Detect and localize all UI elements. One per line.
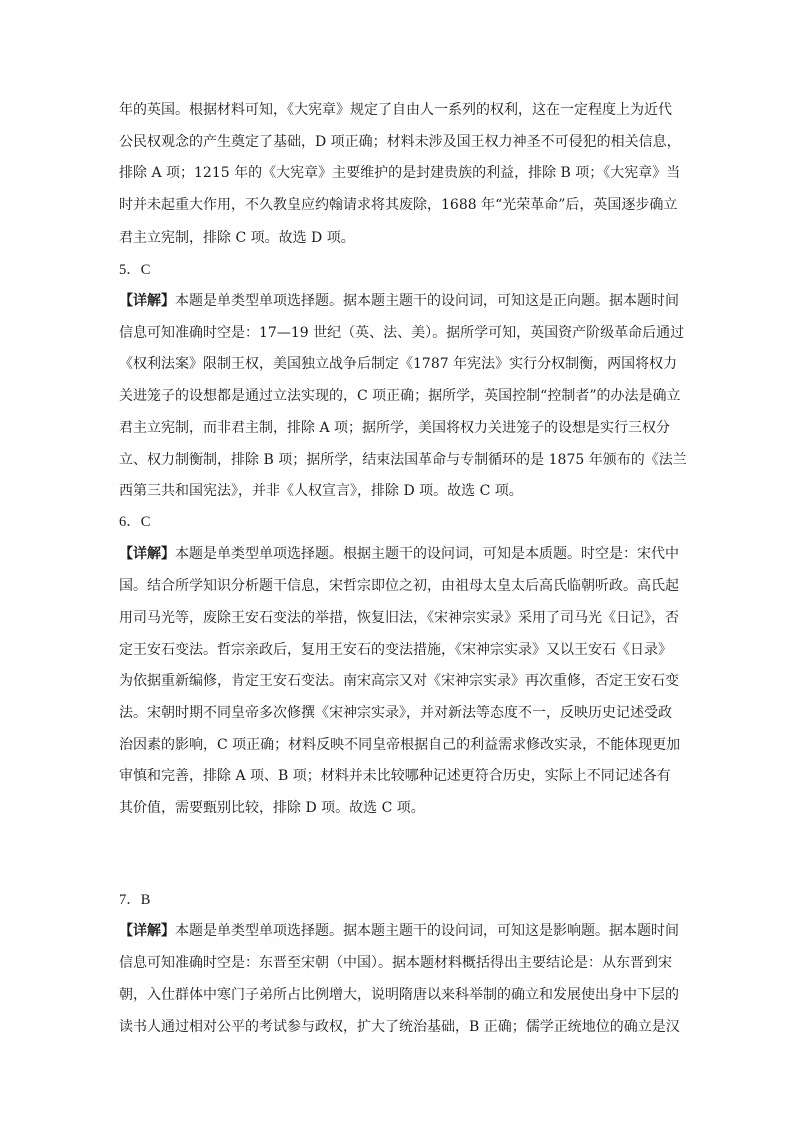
text-line: 本题是单类型单项选择题。据本题主题干的设问词，可知这是正向题。据本题时间 [175,293,679,309]
text-line: 年的英国。根据材料可知，《大宪章》规定了自由人一系列的权利，这在一定程度上为近代 [119,102,672,118]
text-line: 定王安石变法。哲宗亲政后，复用王安石的变法措施，《宋神宗实录》又以王安石《日录》 [119,642,672,658]
text-line: 读书人通过相对公平的考试参与政权，扩大了统治基础，B 正确；儒学正统地位的确立是汉 [119,1019,680,1035]
detail-tag: 【详解】 [119,293,175,309]
text-line: 朝，入仕群体中寒门子弟所占比例增大，说明隋唐以来科举制的确立和发展使出身中下层的 [119,987,679,1003]
text-line: 用司马光等，废除王安石变法的举措，恢复旧法，《宋神宗实录》采用了司马光《日记》，否 [119,610,679,626]
text-line: 君主立宪制，而非君主制，排除 A 项；据所学，美国将权力关进笼子的设想是实行三权分 [119,420,671,436]
answer-number: 5．C [119,262,151,278]
text-line: 治因素的影响，C 项正确；材料反映不同皇帝根据自己的利益需求修改实录，不能体现更加 [119,737,681,753]
detail-tag: 【详解】 [119,546,175,562]
text-line: 关进笼子的设想都是通过立法实现的，C 项正确；据所学，英国控制“控制者”的办法是确立 [119,388,681,404]
text-line: 西第三共和国宪法》，并非《人权宣言》，排除 D 项。故选 C 项。 [119,483,523,499]
text-line: 时并未起重大作用，不久教皇应约翰请求将其废除，1688 年“光荣革命”后，英国逐步确立 [119,197,678,213]
answer-number: 7．B [119,892,151,908]
text-line: 审慎和完善，排除 A 项、B 项；材料并未比较哪种记述更符合历史，实际上不同记述各有 [119,768,671,784]
text-line: 其价值，需要甄别比较，排除 D 项。故选 C 项。 [119,800,425,816]
explanation-first-line [119,922,679,940]
explanation-first-line [119,545,679,563]
text-line: 排除 A 项；1215 年的《大宪章》主要维护的是封建贵族的利益，排除 B 项；《大宪章》当 [119,165,681,181]
text-line: 国。结合所学知识分析题干信息，宋哲宗即位之初，由祖母太皇太后高氏临朝听政。高氏起 [119,578,679,594]
explanation-first-line [119,292,679,310]
text-line: 《权利法案》限制王权，美国独立战争后制定《1787 年宪法》实行分权制衡，两国将权力 [119,356,678,372]
text-line: 本题是单类型单项选择题。根据主题干的设问词，可知是本质题。时空是：宋代中 [175,546,679,562]
text-line: 信息可知准确时空是：17—19 世纪（英、法、美）。据所学可知，英国资产阶级革命后通过 [119,325,685,341]
text-line: 法。宋朝时期不同皇帝多次修撰《宋神宗实录》，并对新法等态度不一，反映历史记述受政 [119,705,672,721]
text-line: 君主立宪制，排除 C 项。故选 D 项。 [119,230,355,246]
text-line: 为依据重新编修，肯定王安石变法。南宋高宗又对《宋神宗实录》再次重修，否定王安石变 [119,673,679,689]
answer-number: 6．C [119,514,151,530]
detail-tag: 【详解】 [119,923,175,939]
text-line: 本题是单类型单项选择题。据本题主题干的设问词，可知这是影响题。据本题时间 [175,923,679,939]
text-line: 公民权观念的产生奠定了基础，D 项正确；材料未涉及国王权力神圣不可侵犯的相关信息， [119,134,681,150]
text-line: 信息可知准确时空是：东晋至宋朝（中国）。据本题材料概括得出主要结论是：从东晋到宋 [119,955,672,971]
text-line: 立、权力制衡制，排除 B 项；据所学，结束法国革命与专制循环的是 1875 年颁布的《法兰 [119,452,687,468]
